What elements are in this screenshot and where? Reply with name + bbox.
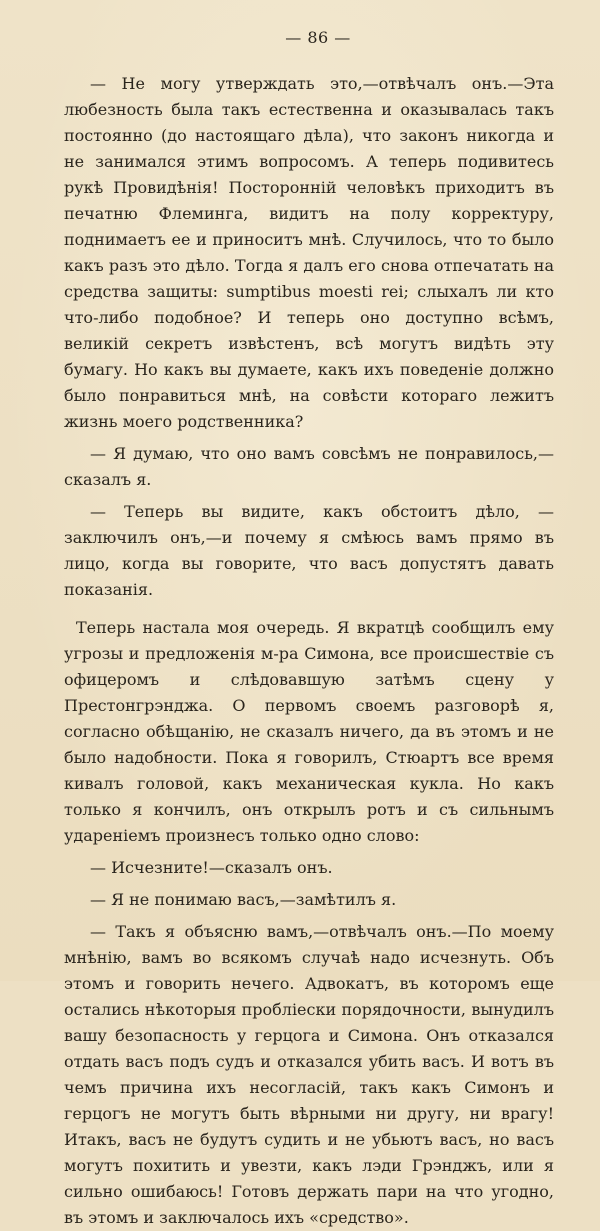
paragraph-2: — Я думаю, что оно вамъ совсѣмъ не понравилось,—сказалъ я. (64, 444, 554, 489)
page-number: — 86 — (285, 28, 351, 47)
paragraph-6: — Я не понимаю васъ,—замѣтилъ я. (90, 890, 397, 909)
paragraph-7: — Такъ я объясню вамъ,—отвѣчалъ онъ.—По моему мнѣнію, вамъ во всякомъ случаѣ надо исчезнуть. Объ этомъ и говорить нечего. Адвокатъ, въ которомъ еще остались нѣкоторыя пробліески порядочности, вынудилъ вашу безопасность у герцога и Симона. Онъ отказался отдать васъ подъ судъ и отказался убить васъ. И вотъ въ чемъ причина ихъ несогласій, такъ какъ Симонъ и герцогъ не могутъ быть вѣрными ни другу, ни врагу! Итакъ, васъ не будутъ судить и не убьютъ васъ, но васъ могутъ похитить и увезти, какъ лэди Грэнджъ, или я сильно ошибаюсь! Готовъ держать пари на что угодно, въ этомъ и заключалось ихъ «средство». (64, 922, 554, 1227)
paragraph-4: Теперь настала моя очередь. Я вкратцѣ сообщилъ ему угрозы и предложенія м-ра Симона, все происшествіе съ офицеромъ и слѣдовавшую затѣмъ сцену у Престонгрэнджа. О первомъ своемъ разговорѣ я, согласно обѣщанію, не сказалъ ничего, да въ этомъ и не было надобности. Пока я говорилъ, Стюартъ все время кивалъ головой, какъ механическая кукла. Но какъ только я кончилъ, онъ открылъ ротъ и съ сильнымъ удареніемъ произнесъ только одно слово: (64, 618, 554, 845)
body-text (64, 71, 554, 1231)
paragraph-1: — Не могу утверждать это,—отвѣчалъ онъ.—Эта любезность была такъ естественна и оказывалась такъ постоянно (до настоящаго дѣла), что законъ никогда и не занимался этимъ вопросомъ. А теперь подивитесь рукѣ Провидѣнія! Посторонній человѣкъ приходитъ въ печатню Флеминга, видитъ на полу корректуру, поднимаетъ ее и приноситъ мнѣ. Случилось, что то было какъ разъ это дѣло. Тогда я далъ его снова отпечатать на средства защиты: sumptibus moesti rei; слыхалъ ли кто что-либо подобное? И теперь оно доступно всѣмъ, великій секретъ извѣстенъ, всѣ могутъ видѣть эту бумагу. Но какъ вы думаете, какъ ихъ поведеніе должно было понравиться мнѣ, на совѣсти котораго лежитъ жизнь моего родственника? (64, 74, 554, 431)
paragraph-5: — Исчезните!—сказалъ онъ. (90, 858, 333, 877)
paragraph-3: — Теперь вы видите, какъ обстоитъ дѣло, — заключилъ онъ,—и почему я смѣюсь вамъ прямо въ лицо, когда вы говорите, что васъ допустятъ давать показанія. (64, 502, 554, 599)
